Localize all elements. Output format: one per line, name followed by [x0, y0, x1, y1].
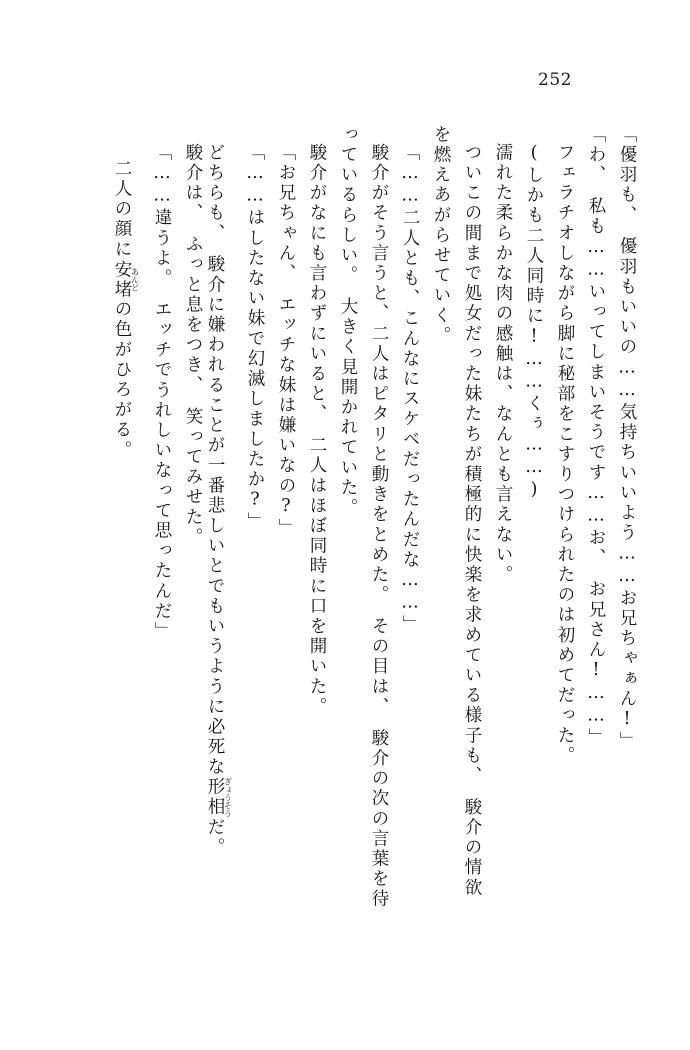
text-line: フェラチオしながら脚に秘部をこすりつけられたのは初めてだった。 — [555, 143, 575, 767]
ruby-annotation: 形相ぎょうそう — [205, 777, 233, 818]
text-line: ついこの間まで処女だった妹たちが積極的に快楽を求めている様子も、 駿介の情欲 — [462, 143, 482, 899]
text-line: を燃えあがらせていく。 — [431, 125, 451, 347]
text-line-with-ruby — [108, 125, 139, 989]
text-line: 駿介は、 ふっと息をつき、 笑ってみせた。 — [183, 143, 203, 548]
text-line: 駿介がそう言うと、二人はピタリと動きをとめた。 その目は、 駿介の次の言葉を待 — [369, 143, 389, 910]
text-line: 「……はしたない妹で幻滅しましたか?」 — [245, 143, 265, 533]
page-number: 252 — [538, 70, 572, 90]
text-line: 「……違うよ。 エッチでうれしいなって思ったんだ」 — [152, 143, 172, 642]
text-line: 「わ、 私も……いってしまいそうです……お、 お兄さん!……」 — [586, 125, 606, 749]
text-line: っているらしい。 大きく見開かれていた。 — [338, 125, 358, 519]
ruby-annotation: 安堵あんど — [112, 259, 140, 300]
text-line-segment: 二人の顔に安堵あんどの色がひろがる。 — [112, 159, 140, 461]
text-line: 「……二人とも、こんなにスケベだったんだな……」 — [400, 143, 420, 636]
text-line-segment: どちらも、 駿介に嫌われることが一番悲しいとでもいうように必死な形相ぎょうそうだ。 — [205, 143, 233, 858]
text-line: (しかも二人同時に!……くぅ……) — [524, 143, 544, 503]
text-line: 「優羽も、 優羽もいいの……気持ちいいよう……お兄ちゃぁん!」 — [617, 125, 637, 752]
text-line: 駿介がなにも言わずにいると、 二人はほぼ同時に口を開いた。 — [307, 143, 327, 718]
text-line: 「お兄ちゃん、 エッチな妹は嫌いなの?」 — [276, 143, 296, 539]
text-line-with-ruby — [201, 125, 232, 973]
text-line: 濡れた柔らかな肉の感触は、なんとも言えない。 — [493, 143, 513, 586]
vertical-text-body — [55, 125, 635, 955]
